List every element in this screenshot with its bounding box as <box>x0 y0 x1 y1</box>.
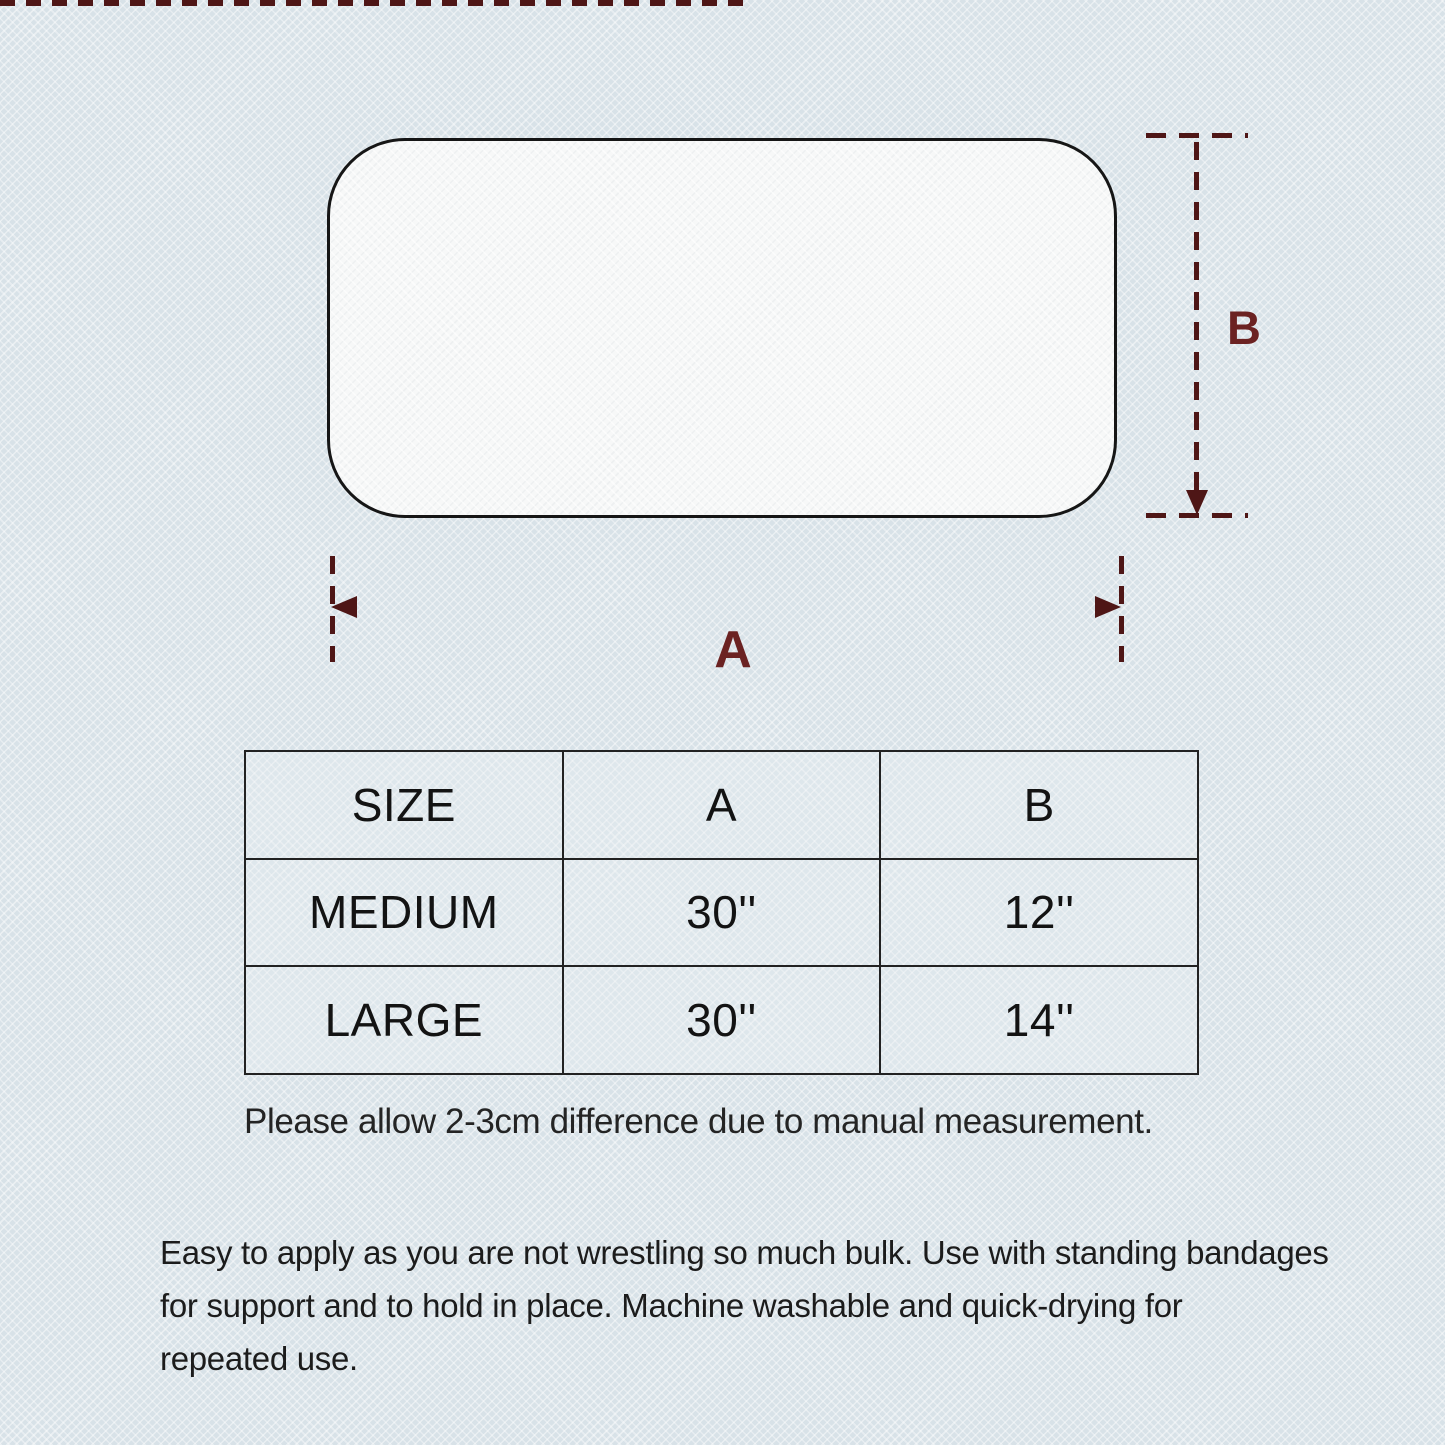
size-table-row-large <box>245 966 1198 1074</box>
description-line-1: Easy to apply as you are not wrestling so much bulk. Use with standing bandages <box>160 1234 1329 1271</box>
a-dimension-label: A <box>714 621 752 679</box>
cell-large-b: 14'' <box>880 966 1198 1074</box>
product-outline <box>327 138 1117 518</box>
size-table-row-medium <box>245 859 1198 967</box>
b-extension-line-top <box>1146 133 1248 138</box>
size-table-header-b: B <box>880 751 1198 859</box>
size-table-header-row <box>245 751 1198 859</box>
b-dimension-line <box>1194 142 1199 494</box>
size-table <box>244 750 1199 1075</box>
size-table-header-a: A <box>563 751 881 859</box>
b-arrow-down-icon <box>1186 490 1208 515</box>
cell-medium-b: 12'' <box>880 859 1198 967</box>
measurement-note: Please allow 2-3cm difference due to manual measurement. <box>244 1102 1153 1141</box>
b-dimension-label: B <box>1227 301 1261 354</box>
cell-medium-a: 30'' <box>563 859 881 967</box>
cell-large-size: LARGE <box>245 966 563 1074</box>
a-arrow-left-icon <box>331 596 357 618</box>
cell-large-a: 30'' <box>563 966 881 1074</box>
product-description <box>160 1226 1329 1385</box>
description-line-3: repeated use. <box>160 1340 358 1377</box>
size-table-header-size: SIZE <box>245 751 563 859</box>
a-arrow-right-icon <box>1095 596 1121 618</box>
b-extension-line-bottom <box>1146 513 1248 518</box>
a-dimension-line <box>0 0 750 6</box>
description-line-2: for support and to hold in place. Machine washable and quick-drying for <box>160 1287 1183 1324</box>
cell-medium-size: MEDIUM <box>245 859 563 967</box>
